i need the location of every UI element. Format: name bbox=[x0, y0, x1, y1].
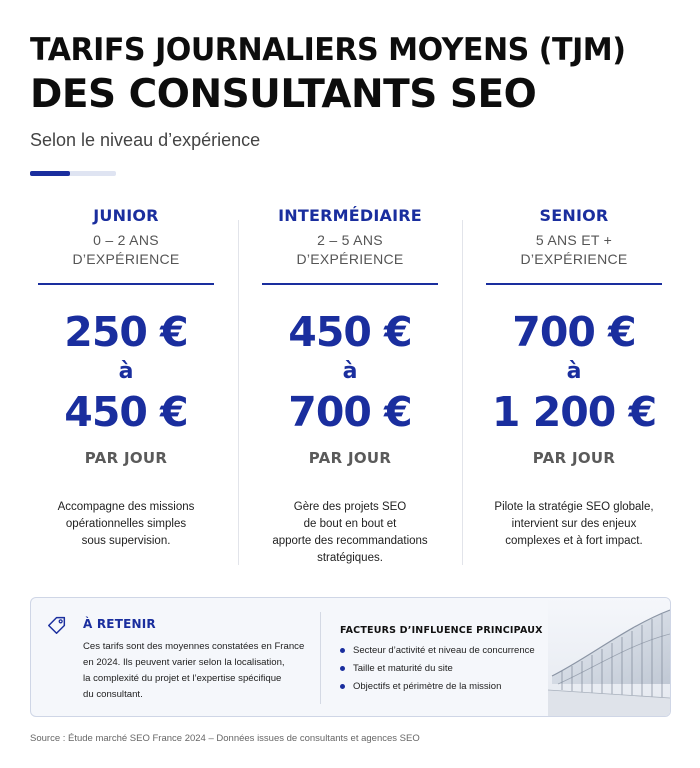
tag-icon bbox=[46, 614, 68, 636]
retain-text bbox=[83, 639, 313, 703]
level-experience bbox=[14, 231, 238, 269]
column-divider bbox=[262, 283, 438, 285]
experience-label: D’EXPÉRIENCE bbox=[520, 251, 628, 267]
source-note: Source : Étude marché SEO France 2024 – Données issues de consultants et agences SEO bbox=[30, 733, 420, 744]
building-illustration bbox=[548, 598, 670, 717]
level-column-junior bbox=[14, 200, 238, 575]
pricing-columns bbox=[14, 200, 686, 575]
retain-line: du consultant. bbox=[83, 689, 143, 700]
per-day-label: PAR JOUR bbox=[84, 449, 168, 467]
factors-list bbox=[340, 642, 535, 696]
price-low: 450 € bbox=[288, 308, 412, 356]
price-high: 1 200 € bbox=[491, 388, 657, 436]
description-line: opérationnelles simples bbox=[65, 518, 187, 530]
retain-line: en 2024. Ils peuvent varier selon la localisation, bbox=[83, 657, 285, 668]
level-description bbox=[14, 499, 238, 550]
description-line: sous supervision. bbox=[81, 535, 171, 547]
factor-text: Objectifs et périmètre de la mission bbox=[353, 681, 502, 692]
description-line: de bout en bout et bbox=[303, 518, 397, 530]
column-divider bbox=[486, 283, 662, 285]
bullet-icon bbox=[340, 684, 345, 689]
level-name: INTERMÉDIAIRE bbox=[278, 206, 422, 225]
description-line: stratégiques. bbox=[317, 552, 383, 564]
title-line-1: TARIFS JOURNALIERS MOYENS (TJM) bbox=[30, 32, 626, 68]
description-line: Gère des projets SEO bbox=[293, 501, 407, 513]
box-separator bbox=[320, 612, 321, 704]
level-experience bbox=[238, 231, 462, 269]
experience-label: D’EXPÉRIENCE bbox=[296, 251, 404, 267]
level-column-senior bbox=[462, 200, 686, 575]
subtitle: Selon le niveau d’expérience bbox=[30, 130, 261, 150]
factors-title: FACTEURS D’INFLUENCE PRINCIPAUX bbox=[340, 625, 543, 636]
price-connector: à bbox=[342, 359, 358, 384]
experience-range: 2 – 5 ANS bbox=[317, 232, 383, 248]
experience-range: 5 ANS ET + bbox=[535, 232, 613, 248]
factor-text: Taille et maturité du site bbox=[353, 663, 453, 674]
info-box bbox=[30, 597, 671, 717]
column-divider bbox=[38, 283, 214, 285]
retain-panel bbox=[31, 598, 319, 717]
title-line-2: DES CONSULTANTS SEO bbox=[30, 72, 537, 117]
factor-item bbox=[340, 678, 535, 696]
price-connector: à bbox=[566, 359, 582, 384]
description-line: Pilote la stratégie SEO globale, bbox=[494, 501, 654, 513]
level-column-intermediate bbox=[238, 200, 462, 575]
per-day-label: PAR JOUR bbox=[308, 449, 392, 467]
price-low: 250 € bbox=[64, 308, 188, 356]
level-description bbox=[238, 499, 462, 567]
level-name: SENIOR bbox=[539, 206, 609, 225]
description-line: intervient sur des enjeux bbox=[511, 518, 637, 530]
factor-item bbox=[340, 642, 535, 660]
per-day-label: PAR JOUR bbox=[532, 449, 616, 467]
price-high: 450 € bbox=[64, 388, 188, 436]
experience-label: D’EXPÉRIENCE bbox=[72, 251, 180, 267]
price-low: 700 € bbox=[512, 308, 636, 356]
level-description bbox=[462, 499, 686, 550]
accent-bar-fill bbox=[30, 171, 70, 176]
level-name: JUNIOR bbox=[93, 206, 159, 225]
page-title bbox=[30, 30, 680, 120]
bullet-icon bbox=[340, 666, 345, 671]
bullet-icon bbox=[340, 648, 345, 653]
level-experience bbox=[462, 231, 686, 269]
factor-item bbox=[340, 660, 535, 678]
experience-range: 0 – 2 ANS bbox=[93, 232, 159, 248]
retain-line: Ces tarifs sont des moyennes constatées en France bbox=[83, 641, 305, 652]
price-high: 700 € bbox=[288, 388, 412, 436]
retain-line: la complexité du projet et l’expertise spécifique bbox=[83, 673, 282, 684]
description-line: apporte des recommandations bbox=[272, 535, 428, 547]
factor-text: Secteur d’activité et niveau de concurrence bbox=[353, 645, 535, 656]
accent-bar bbox=[30, 171, 116, 176]
description-line: complexes et à fort impact. bbox=[505, 535, 643, 547]
description-line: Accompagne des missions bbox=[57, 501, 195, 513]
retain-title: À RETENIR bbox=[83, 617, 156, 631]
price-connector: à bbox=[118, 359, 134, 384]
